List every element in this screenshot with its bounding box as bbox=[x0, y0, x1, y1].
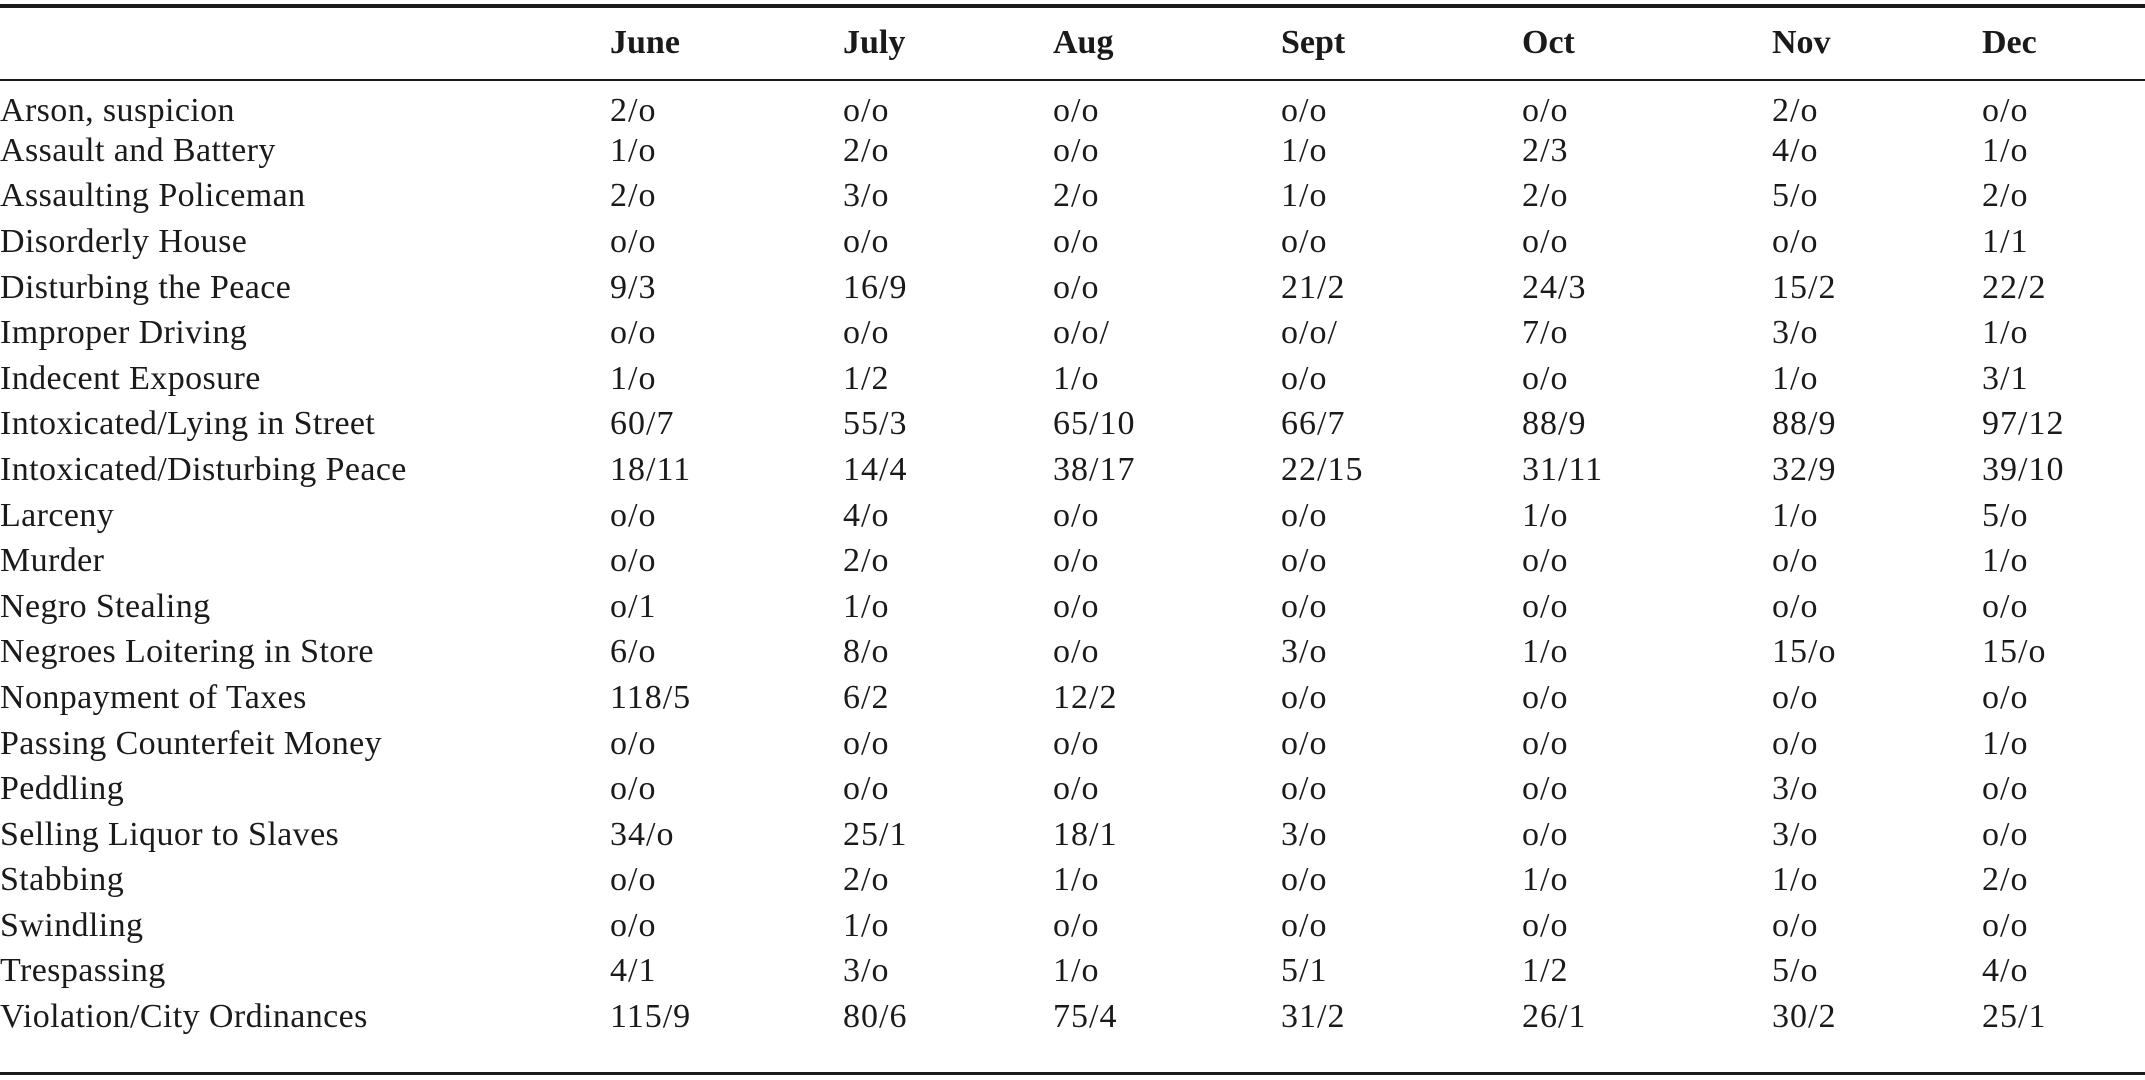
value-cell-june: o/o bbox=[610, 724, 657, 762]
value-cell-sept: o/o bbox=[1281, 496, 1328, 534]
value-cell-nov: 15/2 bbox=[1772, 268, 1837, 306]
value-cell-aug: o/o bbox=[1053, 222, 1100, 260]
value-cell-aug: o/o bbox=[1053, 587, 1100, 625]
offense-cell: Peddling bbox=[0, 770, 125, 808]
table-row bbox=[0, 630, 2145, 676]
value-cell-july: o/o bbox=[843, 724, 890, 762]
value-cell-oct: o/o bbox=[1522, 222, 1569, 260]
value-cell-dec: 25/1 bbox=[1982, 998, 2047, 1036]
offense-cell: Violation/City Ordinances bbox=[0, 998, 368, 1036]
offense-cell: Negro Stealing bbox=[0, 587, 211, 625]
value-cell-oct: 1/o bbox=[1522, 861, 1569, 899]
table-row bbox=[0, 402, 2145, 448]
value-cell-july: 1/o bbox=[843, 906, 890, 944]
value-cell-dec: o/o bbox=[1982, 815, 2029, 853]
value-cell-dec: 4/o bbox=[1982, 952, 2029, 990]
offense-cell: Swindling bbox=[0, 906, 144, 944]
value-cell-july: 4/o bbox=[843, 496, 890, 534]
value-cell-dec: 97/12 bbox=[1982, 405, 2065, 443]
value-cell-july: o/o bbox=[843, 770, 890, 808]
value-cell-aug: o/o bbox=[1053, 633, 1100, 671]
value-cell-june: o/o bbox=[610, 542, 657, 580]
header-sept: Sept bbox=[1281, 24, 1346, 61]
value-cell-july: 8/o bbox=[843, 633, 890, 671]
offense-cell: Disorderly House bbox=[0, 222, 248, 260]
value-cell-aug: o/o bbox=[1053, 724, 1100, 762]
offense-cell: Selling Liquor to Slaves bbox=[0, 815, 340, 853]
offense-cell: Intoxicated/Disturbing Peace bbox=[0, 450, 407, 488]
offense-cell: Trespassing bbox=[0, 952, 166, 990]
value-cell-july: 16/9 bbox=[843, 268, 908, 306]
value-cell-dec: 15/o bbox=[1982, 633, 2047, 671]
value-cell-july: 1/2 bbox=[843, 359, 890, 397]
value-cell-sept: o/o bbox=[1281, 678, 1328, 716]
value-cell-oct: o/o bbox=[1522, 678, 1569, 716]
value-cell-oct: 2/3 bbox=[1522, 131, 1569, 169]
value-cell-sept: o/o bbox=[1281, 92, 1328, 129]
value-cell-june: 34/o bbox=[610, 815, 675, 853]
table-row bbox=[0, 265, 2145, 311]
table-row bbox=[0, 310, 2145, 356]
value-cell-dec: 39/10 bbox=[1982, 450, 2065, 488]
value-cell-nov: o/o bbox=[1772, 906, 1819, 944]
value-cell-june: o/o bbox=[610, 906, 657, 944]
value-cell-dec: 1/o bbox=[1982, 131, 2029, 169]
value-cell-dec: o/o bbox=[1982, 770, 2029, 808]
value-cell-july: 2/o bbox=[843, 542, 890, 580]
offense-cell: Assault and Battery bbox=[0, 131, 276, 169]
value-cell-oct: 24/3 bbox=[1522, 268, 1587, 306]
value-cell-june: 60/7 bbox=[610, 405, 675, 443]
value-cell-dec: 1/o bbox=[1982, 314, 2029, 352]
value-cell-oct: o/o bbox=[1522, 92, 1569, 129]
value-cell-oct: 31/11 bbox=[1522, 450, 1604, 488]
header-aug: Aug bbox=[1053, 24, 1114, 61]
table-row bbox=[0, 447, 2145, 493]
value-cell-aug: 75/4 bbox=[1053, 998, 1118, 1036]
value-cell-june: 118/5 bbox=[610, 678, 692, 716]
value-cell-nov: o/o bbox=[1772, 542, 1819, 580]
table-row bbox=[0, 766, 2145, 812]
value-cell-nov: 2/o bbox=[1772, 92, 1819, 129]
header-june: June bbox=[610, 24, 680, 61]
offense-cell: Nonpayment of Taxes bbox=[0, 678, 307, 716]
value-cell-nov: 5/o bbox=[1772, 177, 1819, 215]
value-cell-nov: 5/o bbox=[1772, 952, 1819, 990]
value-cell-aug: o/o bbox=[1053, 770, 1100, 808]
value-cell-july: 80/6 bbox=[843, 998, 908, 1036]
value-cell-nov: o/o bbox=[1772, 587, 1819, 625]
table-row bbox=[0, 128, 2145, 174]
value-cell-july: 14/4 bbox=[843, 450, 908, 488]
value-cell-july: o/o bbox=[843, 92, 890, 129]
value-cell-sept: o/o bbox=[1281, 861, 1328, 899]
value-cell-nov: 3/o bbox=[1772, 314, 1819, 352]
value-cell-sept: 5/1 bbox=[1281, 952, 1328, 990]
value-cell-oct: 1/o bbox=[1522, 496, 1569, 534]
table-row bbox=[0, 721, 2145, 767]
header-nov: Nov bbox=[1772, 24, 1831, 61]
value-cell-oct: o/o bbox=[1522, 359, 1569, 397]
table-row bbox=[0, 356, 2145, 402]
header-july: July bbox=[843, 24, 906, 61]
offense-cell: Passing Counterfeit Money bbox=[0, 724, 383, 762]
value-cell-aug: o/o bbox=[1053, 131, 1100, 169]
value-cell-nov: 15/o bbox=[1772, 633, 1837, 671]
value-cell-nov: 3/o bbox=[1772, 815, 1819, 853]
header-offense bbox=[0, 0, 610, 82]
table-body bbox=[0, 82, 2145, 1040]
value-cell-aug: 65/10 bbox=[1053, 405, 1136, 443]
value-cell-dec: 5/o bbox=[1982, 496, 2029, 534]
value-cell-oct: 1/o bbox=[1522, 633, 1569, 671]
value-cell-aug: o/o bbox=[1053, 496, 1100, 534]
value-cell-july: 2/o bbox=[843, 131, 890, 169]
table-row bbox=[0, 82, 2145, 128]
value-cell-july: 3/o bbox=[843, 952, 890, 990]
value-cell-sept: 22/15 bbox=[1281, 450, 1364, 488]
offense-cell: Improper Driving bbox=[0, 314, 248, 352]
value-cell-sept: 1/o bbox=[1281, 131, 1328, 169]
value-cell-dec: o/o bbox=[1982, 678, 2029, 716]
value-cell-june: 115/9 bbox=[610, 998, 692, 1036]
value-cell-july: o/o bbox=[843, 314, 890, 352]
value-cell-sept: 21/2 bbox=[1281, 268, 1346, 306]
value-cell-nov: o/o bbox=[1772, 678, 1819, 716]
offense-cell: Indecent Exposure bbox=[0, 359, 261, 397]
value-cell-sept: o/o bbox=[1281, 542, 1328, 580]
value-cell-nov: 32/9 bbox=[1772, 450, 1837, 488]
table-row bbox=[0, 538, 2145, 584]
table-row bbox=[0, 812, 2145, 858]
value-cell-sept: o/o bbox=[1281, 724, 1328, 762]
value-cell-june: 2/o bbox=[610, 177, 657, 215]
offense-cell: Intoxicated/Lying in Street bbox=[0, 405, 376, 443]
value-cell-dec: 1/o bbox=[1982, 542, 2029, 580]
value-cell-aug: 1/o bbox=[1053, 952, 1100, 990]
value-cell-aug: 1/o bbox=[1053, 861, 1100, 899]
value-cell-nov: 1/o bbox=[1772, 359, 1819, 397]
table-row bbox=[0, 493, 2145, 539]
value-cell-june: 2/o bbox=[610, 92, 657, 129]
header-row bbox=[0, 0, 2145, 82]
value-cell-nov: 1/o bbox=[1772, 861, 1819, 899]
table-row bbox=[0, 174, 2145, 220]
value-cell-nov: 4/o bbox=[1772, 131, 1819, 169]
value-cell-nov: 88/9 bbox=[1772, 405, 1837, 443]
value-cell-sept: o/o bbox=[1281, 587, 1328, 625]
table-row bbox=[0, 858, 2145, 904]
value-cell-aug: 12/2 bbox=[1053, 678, 1118, 716]
value-cell-sept: 3/o bbox=[1281, 633, 1328, 671]
value-cell-aug: o/o bbox=[1053, 906, 1100, 944]
value-cell-dec: 3/1 bbox=[1982, 359, 2029, 397]
value-cell-june: o/o bbox=[610, 861, 657, 899]
value-cell-nov: 30/2 bbox=[1772, 998, 1837, 1036]
table-header bbox=[0, 0, 2145, 82]
value-cell-july: o/o bbox=[843, 222, 890, 260]
value-cell-oct: o/o bbox=[1522, 587, 1569, 625]
value-cell-sept: o/o bbox=[1281, 222, 1328, 260]
value-cell-dec: 1/o bbox=[1982, 724, 2029, 762]
offense-cell: Murder bbox=[0, 542, 105, 580]
value-cell-nov: o/o bbox=[1772, 724, 1819, 762]
table-row bbox=[0, 219, 2145, 265]
value-cell-nov: 1/o bbox=[1772, 496, 1819, 534]
offense-cell: Assaulting Policeman bbox=[0, 177, 306, 215]
value-cell-aug: 2/o bbox=[1053, 177, 1100, 215]
value-cell-oct: o/o bbox=[1522, 815, 1569, 853]
value-cell-oct: 2/o bbox=[1522, 177, 1569, 215]
value-cell-dec: o/o bbox=[1982, 906, 2029, 944]
value-cell-dec: 1/1 bbox=[1982, 222, 2029, 260]
value-cell-aug: 18/1 bbox=[1053, 815, 1118, 853]
value-cell-july: 6/2 bbox=[843, 678, 890, 716]
table-bottom-rule bbox=[0, 1072, 2145, 1075]
value-cell-sept: o/o bbox=[1281, 906, 1328, 944]
table-row bbox=[0, 994, 2145, 1040]
table-row bbox=[0, 903, 2145, 949]
table-row bbox=[0, 584, 2145, 630]
value-cell-july: 1/o bbox=[843, 587, 890, 625]
value-cell-sept: o/o/ bbox=[1281, 314, 1338, 352]
offense-cell: Negroes Loitering in Store bbox=[0, 633, 374, 671]
value-cell-june: o/o bbox=[610, 222, 657, 260]
value-cell-aug: o/o/ bbox=[1053, 314, 1110, 352]
table-row bbox=[0, 949, 2145, 995]
value-cell-sept: o/o bbox=[1281, 359, 1328, 397]
header-oct: Oct bbox=[1522, 24, 1575, 61]
header-dec: Dec bbox=[1982, 24, 2037, 61]
offense-cell: Larceny bbox=[0, 496, 115, 534]
value-cell-dec: o/o bbox=[1982, 92, 2029, 129]
value-cell-sept: o/o bbox=[1281, 770, 1328, 808]
value-cell-aug: 38/17 bbox=[1053, 450, 1136, 488]
value-cell-sept: 3/o bbox=[1281, 815, 1328, 853]
value-cell-july: 55/3 bbox=[843, 405, 908, 443]
value-cell-sept: 1/o bbox=[1281, 177, 1328, 215]
value-cell-july: 25/1 bbox=[843, 815, 908, 853]
value-cell-july: 2/o bbox=[843, 861, 890, 899]
offense-cell: Disturbing the Peace bbox=[0, 268, 292, 306]
value-cell-june: 18/11 bbox=[610, 450, 692, 488]
value-cell-oct: o/o bbox=[1522, 542, 1569, 580]
value-cell-oct: o/o bbox=[1522, 724, 1569, 762]
value-cell-oct: o/o bbox=[1522, 906, 1569, 944]
value-cell-aug: o/o bbox=[1053, 268, 1100, 306]
value-cell-june: 4/1 bbox=[610, 952, 657, 990]
value-cell-oct: 7/o bbox=[1522, 314, 1569, 352]
value-cell-july: 3/o bbox=[843, 177, 890, 215]
value-cell-june: o/o bbox=[610, 770, 657, 808]
value-cell-dec: 2/o bbox=[1982, 177, 2029, 215]
offense-cell: Stabbing bbox=[0, 861, 125, 899]
value-cell-june: 1/o bbox=[610, 131, 657, 169]
value-cell-nov: 3/o bbox=[1772, 770, 1819, 808]
value-cell-dec: o/o bbox=[1982, 587, 2029, 625]
table-row bbox=[0, 675, 2145, 721]
value-cell-aug: o/o bbox=[1053, 542, 1100, 580]
value-cell-june: 6/o bbox=[610, 633, 657, 671]
value-cell-dec: 2/o bbox=[1982, 861, 2029, 899]
value-cell-nov: o/o bbox=[1772, 222, 1819, 260]
value-cell-june: 9/3 bbox=[610, 268, 657, 306]
value-cell-oct: o/o bbox=[1522, 770, 1569, 808]
value-cell-june: 1/o bbox=[610, 359, 657, 397]
value-cell-aug: o/o bbox=[1053, 92, 1100, 129]
value-cell-sept: 31/2 bbox=[1281, 998, 1346, 1036]
offense-cell: Arson, suspicion bbox=[0, 92, 235, 129]
value-cell-aug: 1/o bbox=[1053, 359, 1100, 397]
value-cell-june: o/1 bbox=[610, 587, 657, 625]
value-cell-oct: 26/1 bbox=[1522, 998, 1587, 1036]
value-cell-oct: 88/9 bbox=[1522, 405, 1587, 443]
value-cell-june: o/o bbox=[610, 314, 657, 352]
value-cell-june: o/o bbox=[610, 496, 657, 534]
value-cell-sept: 66/7 bbox=[1281, 405, 1346, 443]
value-cell-dec: 22/2 bbox=[1982, 268, 2047, 306]
value-cell-oct: 1/2 bbox=[1522, 952, 1569, 990]
